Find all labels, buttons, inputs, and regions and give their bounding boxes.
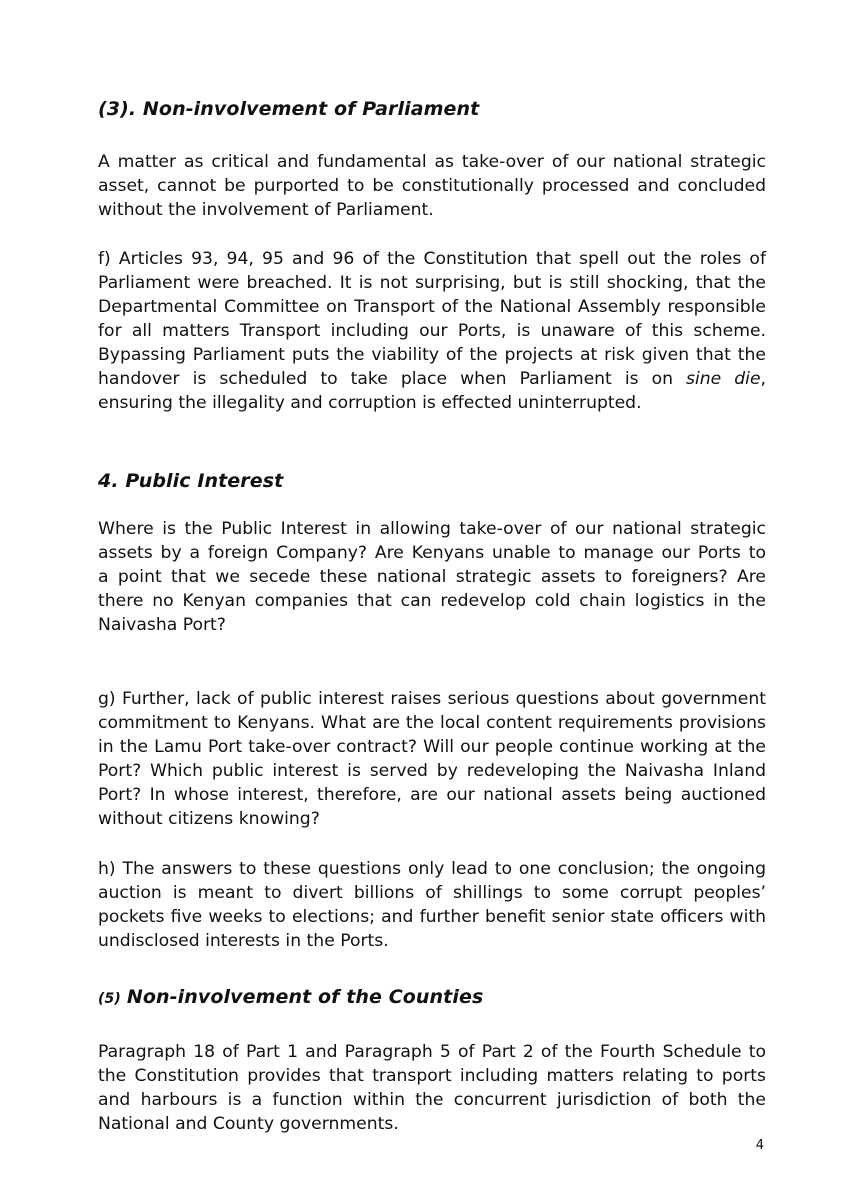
text-line: there no Kenyan companies that can redevelop cold chain logistics in the — [98, 591, 766, 611]
text-line: asset, cannot be purported to be constitutionally processed and concluded — [98, 176, 766, 196]
text-line: commitment to Kenyans. What are the local content requirements provisions — [98, 713, 766, 733]
page-number: 4 — [755, 1138, 764, 1153]
text-line: assets by a foreign Company? Are Kenyans unable to manage our Ports to — [98, 543, 766, 563]
text-line: ensuring the illegality and corruption is effected uninterrupted. — [98, 393, 642, 413]
text-line: and harbours is a function within the concurrent jurisdiction of both the — [98, 1090, 766, 1110]
section-5-paragraph — [98, 1040, 766, 1136]
text-line: Where is the Public Interest in allowing take-over of our national strategic — [98, 519, 766, 539]
text-segment: , — [760, 369, 766, 389]
section-4-heading: 4. Public Interest — [98, 470, 284, 492]
text-line: Bypassing Parliament puts the viability of the projects at risk given that the — [98, 345, 766, 365]
text-line: auction is meant to divert billions of shillings to some corrupt peoples’ — [98, 883, 766, 903]
text-line: Port? Which public interest is served by redeveloping the Naivasha Inland — [98, 761, 766, 781]
text-line: without the involvement of Parliament. — [98, 200, 434, 220]
paragraph-g — [98, 687, 766, 831]
section-3-heading: (3). Non-involvement of Parliament — [98, 98, 480, 120]
text-line: Port? In whose interest, therefore, are our national assets being auctioned — [98, 785, 766, 805]
text-line: undisclosed interests in the Ports. — [98, 931, 389, 951]
text-segment: handover is scheduled to take place when Parliament is on — [98, 369, 687, 389]
text-line: National and County governments. — [98, 1114, 399, 1134]
text-line-with-italic — [98, 367, 766, 391]
text-line: a point that we secede these national strategic assets to foreigners? Are — [98, 567, 766, 587]
text-line: pockets five weeks to elections; and further benefit senior state officers with — [98, 907, 766, 927]
text-line: g) Further, lack of public interest raises serious questions about government — [98, 689, 766, 709]
text-line: A matter as critical and fundamental as take-over of our national strategic — [98, 152, 766, 172]
text-line: Departmental Committee on Transport of the National Assembly responsible — [98, 297, 766, 317]
section-5-number: (5) — [98, 991, 121, 1007]
text-line: Paragraph 18 of Part 1 and Paragraph 5 of Part 2 of the Fourth Schedule to — [98, 1042, 766, 1062]
section-5-title: Non-involvement of the Counties — [126, 986, 484, 1008]
italic-term: sine die — [686, 369, 761, 389]
text-line: h) The answers to these questions only lead to one conclusion; the ongoing — [98, 859, 766, 879]
paragraph-h — [98, 857, 766, 953]
text-line: in the Lamu Port take-over contract? Will our people continue working at the — [98, 737, 766, 757]
section-3-paragraph — [98, 150, 766, 222]
text-line: for all matters Transport including our Ports, is unaware of this scheme. — [98, 321, 766, 341]
text-line: the Constitution provides that transport including matters relating to ports — [98, 1066, 766, 1086]
text-line: Naivasha Port? — [98, 615, 226, 635]
text-line: f) Articles 93, 94, 95 and 96 of the Constitution that spell out the roles of — [98, 249, 766, 269]
section-5-heading — [98, 986, 483, 1008]
paragraph-f — [98, 247, 766, 415]
text-line: Parliament were breached. It is not surprising, but is still shocking, that the — [98, 273, 766, 293]
text-line: without citizens knowing? — [98, 809, 320, 829]
section-4-paragraph — [98, 517, 766, 637]
